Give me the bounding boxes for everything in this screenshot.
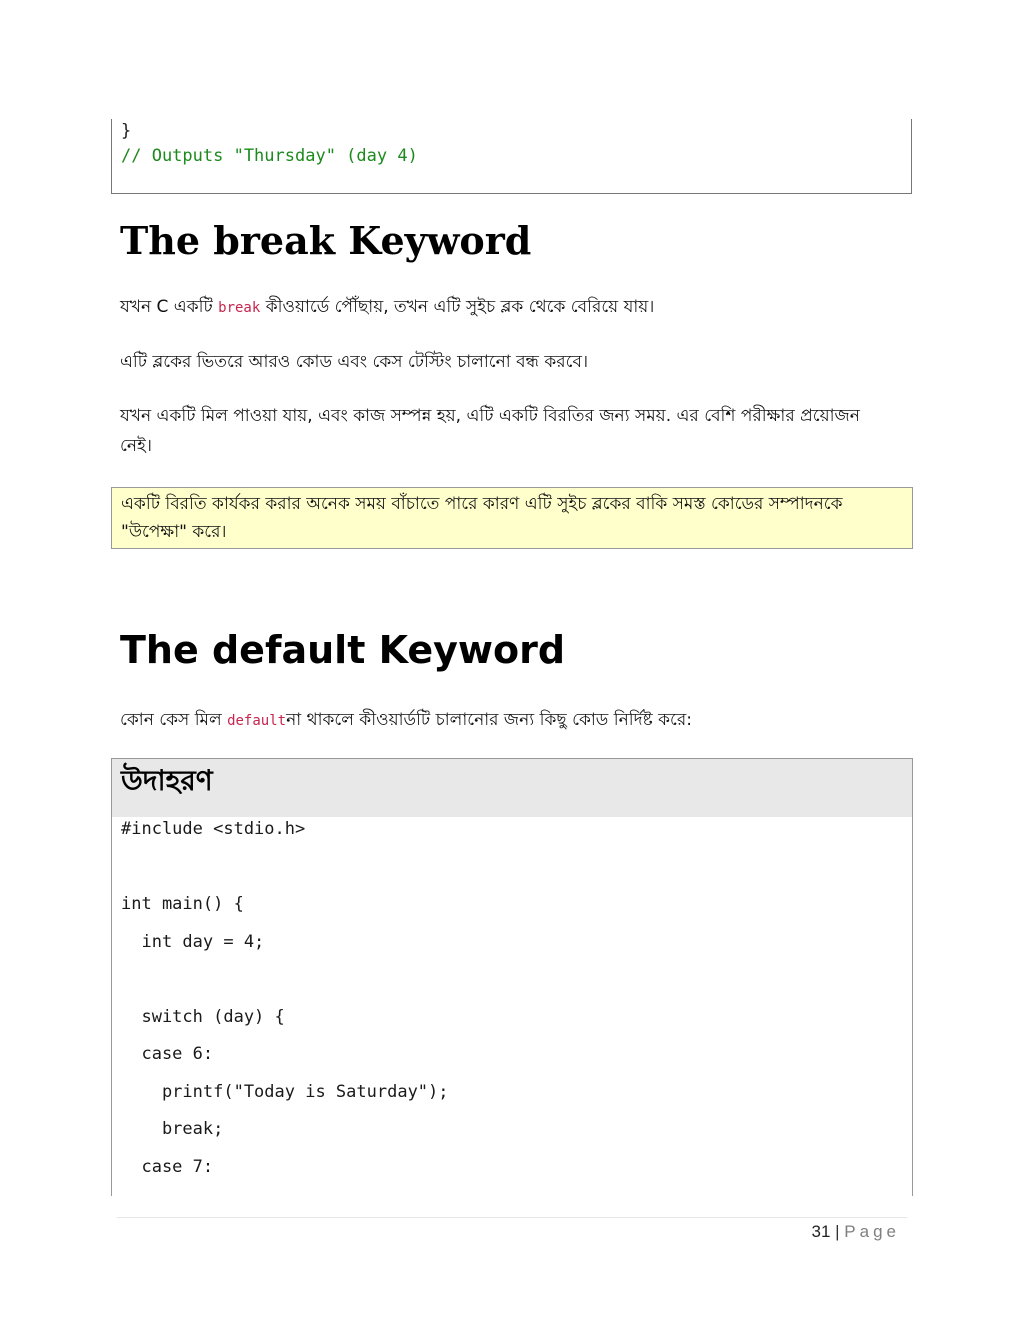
page-label: Page — [844, 1222, 900, 1241]
example-heading: উদাহরণ — [112, 759, 912, 817]
break-paragraph-2: এটি ব্লকের ভিতরে আরও কোড এবং কেস টেস্টিং চালানো বন্ধ করবে। — [120, 352, 589, 372]
code-line: #include <stdio.h> — [121, 819, 306, 839]
code-line: case 6: — [121, 1044, 214, 1064]
inline-code-default: default — [227, 713, 287, 729]
code-line: int main() { — [121, 894, 244, 914]
page-footer — [811, 1222, 900, 1242]
code-block-continuation — [111, 119, 912, 194]
code-comment: // Outputs "Thursday" (day 4) — [121, 146, 418, 166]
text: কীওয়ার্ডে পৌঁছায়, তখন এটি সুইচ ব্লক থেকে বেরিয়ে যায়। — [260, 297, 655, 317]
default-section-title: The default Keyword — [120, 628, 566, 672]
break-paragraph-3: যখন একটি মিল পাওয়া যায়, এবং কাজ সম্পন্ন হয়, এটি একটি বিরতির জন্য সময়. এর বেশি পরীক্ষার প্রয়োজন নেই। — [120, 406, 860, 456]
code-line: printf("Today is Saturday"); — [121, 1082, 449, 1102]
text: যখন C একটি — [120, 297, 219, 317]
inline-code-break: break — [218, 300, 261, 316]
code-line: } — [121, 121, 132, 141]
break-paragraph-1 — [120, 292, 900, 323]
text: না থাকলে কীওয়ার্ডটি চালানোর জন্য কিছু কোড নির্দিষ্ট করে: — [286, 710, 692, 730]
break-section-title: The break Keyword — [120, 218, 532, 263]
page-number: 31 — [811, 1222, 831, 1241]
text: কোন কেস মিল — [120, 710, 228, 730]
default-paragraph — [120, 705, 900, 736]
code-line: break; — [121, 1119, 224, 1139]
code-line: int day = 4; — [121, 932, 265, 952]
footer-divider — [117, 1217, 907, 1218]
footer-separator: | — [835, 1222, 840, 1241]
note-box: একটি বিরতি কার্যকর করার অনেক সময় বাঁচাতে পারে কারণ এটি সুইচ ব্লকের বাকি সমস্ত কোডের সম্পাদনকে "উপেক্ষা" করে। — [111, 487, 913, 549]
code-line: case 7: — [121, 1157, 214, 1177]
code-line: switch (day) { — [121, 1007, 285, 1027]
example-box — [111, 758, 913, 1196]
